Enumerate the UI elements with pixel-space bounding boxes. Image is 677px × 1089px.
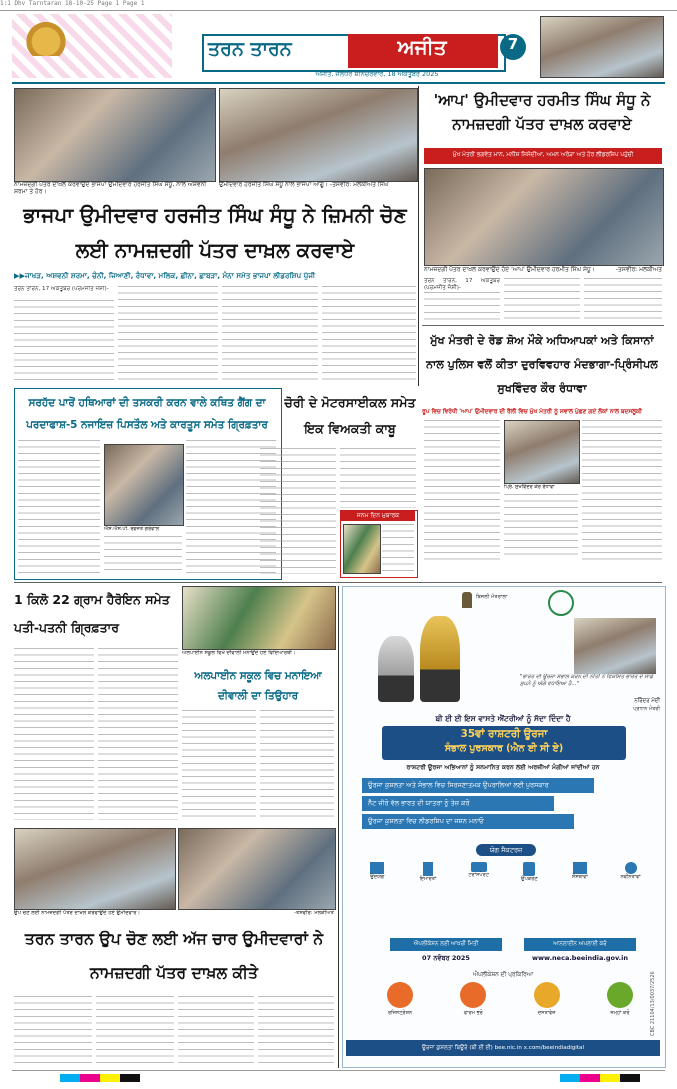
sector-appliances xyxy=(506,862,552,894)
color-bar-right xyxy=(560,1074,640,1082)
column-rule-main xyxy=(418,86,419,386)
sector-transport xyxy=(456,862,502,894)
story4-headline: ਸਰਹੱਦ ਪਾਰੋਂ ਹਥਿਆਰਾਂ ਦੀ ਤਸਕਰੀ ਕਰਨ ਵਾਲੇ ਕਥਿਤ ਗੈਂਗ ਦਾ ਪਰਦਾਫਾਸ਼-5 ਨਜਾਇਜ਼ ਪਿਸਤੌਲ ਅਤੇ ਕਾਰਤੂਸ ਸਮੇਤ ਗ੍ਰਿਫ਼ਤਾਰ xyxy=(26,397,268,431)
story6-headline: 1 ਕਿਲੋ 22 ਗ੍ਰਾਮ ਹੈਰੋਇਨ ਸਮੇਤ ਪਤੀ-ਪਤਨੀ ਗ੍ਰਿਫ਼ਤਾਰ xyxy=(14,592,170,635)
story7-body-col1 xyxy=(182,710,256,820)
step-icon-3 xyxy=(534,982,560,1008)
feature-item-1: ਊਰਜਾ ਕੁਸ਼ਲਤਾ ਅਤੇ ਸੰਭਾਲ ਵਿਚ ਸਿਰਜਣਾਤਮਕ ਉਪਰਾਲਿਆਂ ਲਈ ਪੁਰਸਕਾਰ xyxy=(362,778,594,793)
story3-photo-caption: ਪ੍ਰਿੰ. ਸੁਖਵਿੰਦਰ ਕੌਰ ਰੰਧਾਵਾ xyxy=(504,484,555,490)
story2-body-col2 xyxy=(504,278,580,322)
story2-body-col3 xyxy=(584,278,662,322)
step-registration xyxy=(370,982,430,1030)
bottom-rule xyxy=(12,1070,665,1071)
sector-label-appliances: ਉਪਕਰਣ xyxy=(520,876,538,882)
step-submit xyxy=(590,982,650,1030)
story2-rule xyxy=(422,325,664,326)
story1-photo-left xyxy=(14,88,216,182)
institution-icon xyxy=(573,862,587,874)
step-label-1: ਰਜਿਸਟ੍ਰੇਸ਼ਨ xyxy=(387,1010,413,1016)
story1-caption-left: ਨਾਮਜ਼ਦਗੀ ਪੱਤਰ ਦਾਖ਼ਲ ਕਰਵਾਉਂਦੇ ਭਾਜਪਾ ਉਮੀਦਵਾਰ ਹਰਜੀਤ ਸਿੰਘ ਸੰਧੂ, ਨਾਲ ਅਸ਼ਵਨੀ ਸ਼ਰਮਾ ਤੇ ਹੋਰ। xyxy=(14,181,207,195)
masthead-left-title: ਤਰਨ ਤਾਰਨ xyxy=(208,38,292,60)
factory-icon xyxy=(370,862,384,874)
story1-body-col3 xyxy=(222,286,318,382)
trophy-1 xyxy=(378,636,414,702)
story5-headline: ਚੋਰੀ ਦੇ ਮੋਟਰਸਾਈਕਲ ਸਮੇਤ ਇਕ ਵਿਅਕਤੀ ਕਾਬੂ xyxy=(284,395,416,436)
sector-label-industry: ਉਦਯੋਗ xyxy=(370,874,385,880)
story4-body-col1 xyxy=(18,440,100,574)
bus-icon xyxy=(471,862,487,872)
building-icon xyxy=(423,862,433,876)
apply-url[interactable]: www.neca.beeindia.gov.in xyxy=(531,954,629,962)
story8-body-col3 xyxy=(178,996,254,1064)
story1-photo-right xyxy=(219,88,418,182)
masthead-right-title: ਅਜੀਤ xyxy=(397,35,447,59)
step-form xyxy=(443,982,503,1030)
step-documents xyxy=(517,982,577,1030)
story3-kicker: ਰੂਪ ਵਿਚ ਵਿਰੋਧੀ 'ਆਪ' ਉਮੀਦਵਾਰ ਦੀ ਰੈਲੀ ਵਿਚ ਮੁੱਖ ਮੰਤਰੀ ਨੂੰ ਸਵਾਲ ਪੁੱਛਣ ਗਏ ਲੋਕਾਂ ਨਾਲ ਬਦਸਲੂਕੀ xyxy=(422,409,642,415)
story1-dateline: ਤਰਨ ਤਾਰਨ, 17 ਅਕਤੂਬਰ (ਪਰਮਜੀਤ ਜੋਸ਼ੀ)- xyxy=(14,286,109,292)
pm-photo xyxy=(574,618,656,674)
print-strip: 1:1 Dhv Tarntaran 18-10-25 Page 1 Page 1 xyxy=(0,0,145,7)
story8-body-col4 xyxy=(258,996,334,1064)
step-icon-1 xyxy=(387,982,413,1008)
steps-label: ਐਪਲੀਕੇਸ਼ਨ ਦੀ ਪ੍ਰਕਿਰਿਆ xyxy=(473,972,533,978)
bulb-icon xyxy=(625,862,637,874)
birthday-photo xyxy=(343,524,381,574)
sector-label-institutions: ਸੰਸਥਾਵਾਂ xyxy=(572,874,588,880)
story2-headline: 'ਆਪ' ਉਮੀਦਵਾਰ ਹਰਮੀਤ ਸਿੰਘ ਸੰਧੂ ਨੇ ਨਾਮਜ਼ਦਗੀ ਪੱਤਰ ਦਾਖ਼ਲ ਕਰਵਾਏ xyxy=(433,91,651,133)
story8-credit: -ਤਸਵੀਰ: ਮਲਕੀਅਤ xyxy=(294,910,334,916)
story5-body-col1 xyxy=(260,448,336,574)
story8-photo-right xyxy=(178,828,336,910)
ad-signature: ਨਰਿੰਦਰ ਮੋਦੀ xyxy=(634,698,660,704)
story7-photo xyxy=(182,586,336,650)
story7-headline: ਅਲਪਾਈਨ ਸਕੂਲ ਵਿਚ ਮਨਾਇਆ ਦੀਵਾਲੀ ਦਾ ਤਿਉਹਾਰ xyxy=(194,670,322,702)
feature-item-2: ਨੈੱਟ ਜ਼ੀਰੋ ਵੱਲ ਭਾਰਤ ਦੀ ਯਾਤਰਾ ਨੂੰ ਤੇਜ਼ ਕਰੋ xyxy=(362,796,554,811)
story4-photo xyxy=(104,444,184,526)
story4-body-col2 xyxy=(104,536,182,574)
story5-body-col2 xyxy=(340,448,416,508)
story3-body-col2 xyxy=(504,494,578,560)
story2-dateline: ਤਰਨ ਤਾਰਨ, 17 ਅਕਤੂਬਰ (ਪਰਮਜੀਤ ਜੋਸ਼ੀ)- xyxy=(424,278,500,291)
feature-list xyxy=(362,778,656,829)
feature-item-3: ਊਰਜਾ ਕੁਸ਼ਲਤਾ ਵਿਚ ਲੀਡਰਸ਼ਿਪ ਦਾ ਜਸ਼ਨ ਮਨਾਓ xyxy=(362,814,574,829)
ad-pm-title: ਪ੍ਰਧਾਨ ਮੰਤਰੀ xyxy=(633,706,660,712)
step-icon-2 xyxy=(460,982,486,1008)
ad-footer: ਊਰਜਾ ਕੁਸ਼ਲਤਾ ਬਿਊਰੋ (ਬੀ ਈ ਈ) bee.nic.in x.com/beeindiadigital xyxy=(346,1040,660,1056)
sector-industry xyxy=(354,862,400,894)
story3-body-col3 xyxy=(582,420,662,560)
step-icon-4 xyxy=(607,982,633,1008)
sector-label-innovation: ਨਵੀਨਤਾਵਾਂ xyxy=(620,874,641,880)
trophy-2 xyxy=(420,616,460,702)
story7-body-col2 xyxy=(260,710,334,820)
story8-photo-left xyxy=(14,828,176,910)
page-number: 7 xyxy=(507,35,519,53)
ad-quote: "ਭਾਰਤ ਦੀ ਊਰਜਾ ਸੰਭਾਲ ਕਰਨ ਦੀ ਨੀਤੀ ਨੇ ਵਿਕਸਿਤ ਭਾਰਤ ਦੇ ਸਾਡੇ ਸੁਪਨੇ ਨੂੰ ਅੱਗੇ ਵਧਾਇਆ ਹੈ..." xyxy=(520,674,653,687)
ad-bee-logo xyxy=(548,590,574,616)
story1-kicker: ▶▶ਜਾਖੜ, ਅਸ਼ਵਨੀ ਸ਼ਰਮਾ, ਚੰਨੀ, ਜਿਆਣੀ, ਰੰਧਾਵਾ, ਮਲਿਕ, ਛੀਨਾ, ਛਾਬੜਾ, ਮੰਨਾ ਸਮੇਤ ਭਾਜਪਾ ਲੀਡਰਸ਼ਿਪ ਪੁੱਜੀ xyxy=(14,271,316,280)
story3-photo xyxy=(504,420,580,484)
sectors-label: ਯੋਗ ਸੈਕਟਰਜ਼ xyxy=(476,844,536,856)
story1-body-col1 xyxy=(14,300,114,382)
ad-side-code: CBC 21104/13/0037/2526 xyxy=(650,971,656,1036)
birthday-text xyxy=(382,524,414,572)
masthead-rule xyxy=(12,82,665,84)
story7-photo-caption: ਅਲਪਾਈਨ ਸਕੂਲ ਵਿਖੇ ਦੀਵਾਲੀ ਮਨਾਉਂਦੇ ਹੋਏ ਵਿਦਿਆਰਥੀ। xyxy=(182,650,296,656)
step-label-2: ਫਾਰਮ ਭਰੋ xyxy=(463,1010,483,1016)
story8-body-col2 xyxy=(96,996,174,1064)
story1-headline: ਭਾਜਪਾ ਉਮੀਦਵਾਰ ਹਰਜੀਤ ਸਿੰਘ ਸੰਧੂ ਨੇ ਜ਼ਿਮਨੀ ਚੋਣ ਲਈ ਨਾਮਜ਼ਦਗੀ ਪੱਤਰ ਦਾਖ਼ਲ ਕਰਵਾਏ xyxy=(23,203,407,262)
apply-online-label: ਆਨਲਾਈਨ ਅਪਲਾਈ ਕਰੋ xyxy=(524,938,636,951)
date-line: ਅਜੀਤ, ਜਲੰਧਰ ਸ਼ਨਿੱਚਰਵਾਰ, 18 ਅਕਤੂਬਰ 2025 xyxy=(315,70,439,78)
story1-body-col4 xyxy=(322,286,416,382)
story2-body-col1 xyxy=(424,292,500,322)
sectors-row xyxy=(352,862,656,894)
story8-caption: ਉਪ ਚੋਣ ਲਈ ਨਾਮਜ਼ਦਗੀ ਪੱਤਰ ਦਾਖ਼ਲ ਕਰਵਾਉਂਦੇ ਹੋਏ ਉਮੀਦਵਾਰ। xyxy=(14,910,141,916)
sector-innovation xyxy=(608,862,654,894)
logo-emblem xyxy=(18,20,74,56)
story6-body-col1 xyxy=(14,648,94,820)
sector-institutions xyxy=(557,862,603,894)
ad-ministry: ਬਿਜਲੀ ਮੰਤਰਾਲਾ xyxy=(476,594,508,600)
story2-caption: ਨਾਮਜ਼ਦਗੀ ਪੱਤਰ ਦਾਖ਼ਲ ਕਰਵਾਉਂਦੇ ਹੋਏ 'ਆਪ' ਉਮੀਦਵਾਰ ਹਰਮੀਤ ਸਿੰਘ ਸੰਧੂ। xyxy=(424,266,595,273)
award-title-2: ਸੰਭਾਲ ਪੁਰਸਕਾਰ (ਐਨ ਈ ਸੀ ਏ) xyxy=(444,743,564,754)
masthead-building-photo xyxy=(540,16,664,78)
ad-invite: ਬੀ ਈ ਈ ਇਸ ਵਾਸਤੇ ਐਂਟਰੀਆਂ ਨੂੰ ਸੱਦਾ ਦਿੰਦਾ ਹੈ xyxy=(435,714,571,723)
masthead xyxy=(12,14,665,80)
sector-buildings xyxy=(405,862,451,894)
story2-credit: -ਤਸਵੀਰ: ਮਲਕੀਅਤ xyxy=(615,266,662,273)
steps-row xyxy=(370,982,650,1030)
story8-body-col1 xyxy=(14,996,92,1064)
deadline-value: 07 ਨਵੰਬਰ 2025 xyxy=(422,954,470,962)
birthday-label: ਜਨਮ ਦਿਨ ਮੁਬਾਰਕ xyxy=(341,511,415,521)
story2-kicker: ਮੁੱਖ ਮੰਤਰੀ ਭਗਵੰਤ ਮਾਨ, ਮਨੀਸ਼ ਸਿਸੋਦੀਆ, ਅਮਨ ਅਰੋੜਾ ਅਤੇ ਹੋਰ ਲੀਡਰਸ਼ਿਪ ਪਹੁੰਚੀ xyxy=(452,152,634,158)
ad-subtitle: ਰਾਸ਼ਟਰੀ ਊਰਜਾ ਅਭਿਆਨਾਂ ਨੂੰ ਸਨਮਾਨਿਤ ਕਰਨ ਲਈ ਅਰਜ਼ੀਆਂ ਮੰਗੀਆਂ ਜਾਂਦੀਆਂ ਹਨ xyxy=(406,764,600,771)
story4-photo-caption: ਐਸ.ਐਸ.ਪੀ. ਰਵਜੋਤ ਗਰੇਵਾਲ xyxy=(104,526,160,532)
award-title-1: 35ਵਾਂ ਰਾਸ਼ਟਰੀ ਊਰਜਾ xyxy=(460,728,548,740)
ad-column-rule xyxy=(338,586,339,1068)
step-label-4: ਜਮ੍ਹਾਂ ਕਰੋ xyxy=(610,1010,630,1016)
appliance-icon xyxy=(523,862,535,876)
story6-body-col2 xyxy=(98,648,178,820)
story3-headline: ਮੁੱਖ ਮੰਤਰੀ ਦੇ ਰੋਡ ਸ਼ੋਅ ਮੌਕੇ ਅਧਿਆਪਕਾਂ ਅਤੇ ਕਿਸਾਨਾਂ ਨਾਲ ਪੁਲਿਸ ਵਲੋਂ ਕੀਤਾ ਦੁਰਵਿਵਹਾਰ ਮੰਦਭਾਗਾ-ਪ੍ਰਿੰਸੀਪਲ ਸੁਖਵਿੰਦਰ ਕੌਰ ਰੰਧਾਵਾ xyxy=(426,334,658,395)
crop-line xyxy=(0,10,677,11)
deadline-label: ਐਪਲੀਕੇਸ਼ਨ ਲਈ ਆਖ਼ਰੀ ਮਿਤੀ xyxy=(390,938,502,951)
story1-caption-right: ਉਮੀਦਵਾਰ ਹਰਜੀਤ ਸਿੰਘ ਸੰਧੂ ਨਾਲ ਭਾਜਪਾ ਆਗੂ। -ਤਸਵੀਰ: ਮਲਕੀਅਤ ਸਿੰਘ xyxy=(219,181,389,188)
mid-rule xyxy=(14,582,662,583)
story3-body-col1 xyxy=(424,420,500,560)
story8-headline: ਤਰਨ ਤਾਰਨ ਉਪ ਚੋਣ ਲਈ ਅੱਜ ਚਾਰ ਉਮੀਦਵਾਰਾਂ ਨੇ ਨਾਮਜ਼ਦਗੀ ਪੱਤਰ ਦਾਖ਼ਲ ਕੀਤੇ xyxy=(24,929,324,982)
step-label-3: ਦਸਤਾਵੇਜ਼ xyxy=(537,1010,556,1016)
sector-label-buildings: ਇਮਾਰਤਾਂ xyxy=(419,876,437,882)
story1-body-col2 xyxy=(118,286,218,382)
sector-label-transport: ਟਰਾਂਸਪੋਰਟ xyxy=(468,872,489,878)
color-bar xyxy=(60,1074,140,1082)
ad-emblem xyxy=(462,592,472,608)
story2-photo xyxy=(424,168,664,266)
